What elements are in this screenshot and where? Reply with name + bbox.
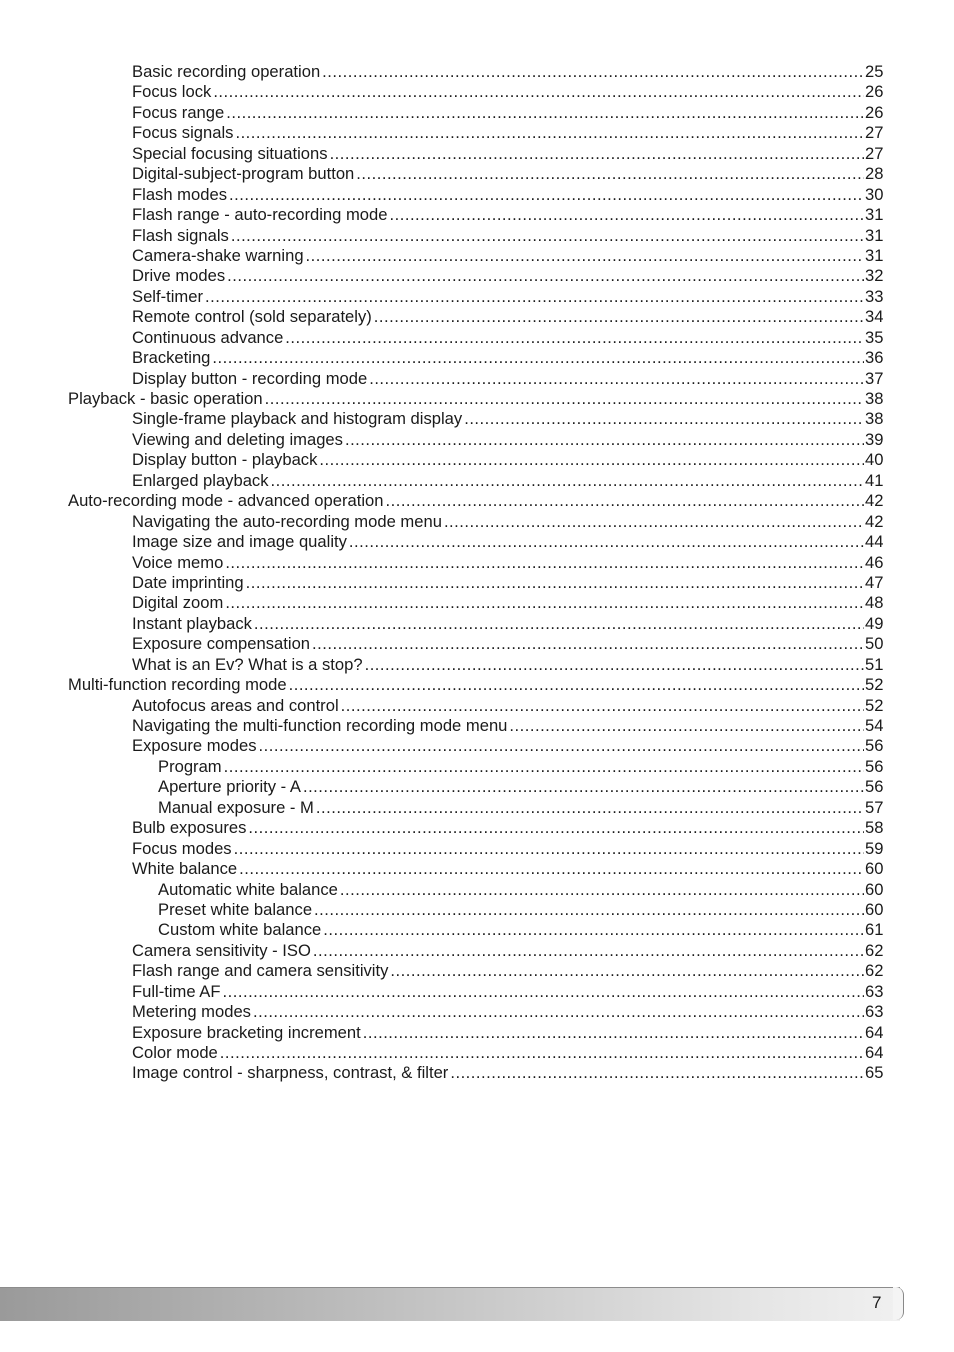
toc-subsubsection-entry[interactable]: [0, 880, 954, 900]
toc-subsection-entry[interactable]: [0, 307, 954, 327]
dot-leader: [234, 839, 864, 859]
toc-entry-title: Digital-subject-program button: [132, 164, 355, 184]
toc-entry-title: Bracketing: [132, 348, 211, 368]
toc-entry-title: Bulb exposures: [132, 818, 247, 838]
dot-leader: [235, 123, 864, 143]
table-of-contents: [0, 62, 954, 1084]
footer-bar: [0, 1287, 900, 1321]
toc-entry-page-number: 28: [865, 164, 884, 184]
toc-entry-page-number: 26: [865, 82, 884, 102]
toc-entry-title: Flash signals: [132, 225, 229, 245]
toc-subsection-entry[interactable]: [0, 1063, 954, 1083]
toc-entry-page-number: 35: [865, 327, 884, 347]
toc-entry-page-number: 37: [865, 368, 884, 388]
toc-entry-page-number: 49: [865, 613, 884, 633]
toc-entry-page-number: 25: [865, 62, 884, 81]
toc-subsection-entry[interactable]: [0, 348, 954, 368]
toc-entry-page-number: 60: [865, 859, 884, 879]
dot-leader: [225, 553, 864, 573]
toc-subsubsection-entry[interactable]: [0, 777, 954, 797]
toc-entry-page-number: 60: [865, 899, 884, 919]
toc-subsection-entry[interactable]: [0, 982, 954, 1002]
toc-subsection-entry[interactable]: [0, 696, 954, 716]
toc-subsection-entry[interactable]: [0, 818, 954, 838]
toc-subsection-entry[interactable]: [0, 103, 954, 123]
dot-leader: [205, 287, 864, 307]
toc-entry-title: Instant playback: [132, 613, 252, 633]
toc-entry-page-number: 61: [865, 920, 884, 940]
toc-entry-page-number: 59: [865, 838, 884, 858]
toc-entry-page-number: 38: [865, 389, 884, 408]
toc-section-entry[interactable]: [0, 389, 954, 409]
toc-entry-title: Camera sensitivity - ISO: [132, 940, 311, 960]
dot-leader: [220, 1043, 864, 1063]
toc-entry-page-number: 39: [865, 429, 884, 449]
toc-subsection-entry[interactable]: [0, 471, 954, 491]
toc-subsection-entry[interactable]: [0, 328, 954, 348]
toc-entry-page-number: 32: [865, 266, 884, 286]
toc-entry-page-number: 64: [865, 1043, 884, 1062]
toc-entry-page-number: 50: [865, 634, 884, 654]
toc-entry-title: Manual exposure - M: [158, 797, 314, 817]
toc-entry-page-number: 63: [865, 981, 884, 1001]
toc-subsection-entry[interactable]: [0, 961, 954, 981]
toc-subsection-entry[interactable]: [0, 941, 954, 961]
toc-subsection-entry[interactable]: [0, 62, 954, 82]
toc-entry-title: Full-time AF: [132, 981, 221, 1001]
toc-subsection-entry[interactable]: [0, 532, 954, 552]
toc-subsection-entry[interactable]: [0, 655, 954, 675]
dot-leader: [345, 430, 864, 450]
toc-entry-title: Focus lock: [132, 82, 212, 102]
toc-entry-page-number: 54: [865, 716, 884, 735]
toc-subsection-entry[interactable]: [0, 716, 954, 736]
toc-entry-page-number: 58: [865, 818, 884, 838]
toc-subsection-entry[interactable]: [0, 614, 954, 634]
dot-leader: [363, 1023, 864, 1043]
toc-entry-title: Navigating the auto-recording mode menu: [132, 511, 442, 531]
toc-entry-title: Program: [158, 756, 222, 776]
toc-entry-page-number: 26: [865, 102, 884, 122]
dot-leader: [330, 144, 864, 164]
toc-entry-page-number: 62: [865, 940, 884, 960]
toc-subsubsection-entry[interactable]: [0, 900, 954, 920]
dot-leader: [374, 307, 864, 327]
toc-entry-page-number: 52: [865, 695, 884, 715]
toc-entry-page-number: 27: [865, 123, 884, 143]
toc-entry-title: Camera-shake warning: [132, 245, 304, 265]
toc-entry-title: Voice memo: [132, 552, 224, 572]
toc-entry-title: Self-timer: [132, 286, 203, 306]
toc-subsection-entry[interactable]: [0, 1002, 954, 1022]
dot-leader: [340, 880, 864, 900]
toc-entry-page-number: 34: [865, 307, 884, 327]
toc-entry-title: Focus modes: [132, 838, 232, 858]
toc-entry-page-number: 60: [865, 879, 884, 899]
dot-leader: [229, 185, 864, 205]
dot-leader: [322, 62, 864, 82]
toc-section-entry[interactable]: [0, 491, 954, 511]
dot-leader: [239, 859, 864, 879]
dot-leader: [390, 205, 865, 225]
toc-entry-page-number: 36: [865, 348, 884, 368]
toc-subsection-entry[interactable]: [0, 164, 954, 184]
toc-entry-title: Image size and image quality: [132, 532, 347, 552]
dot-leader: [312, 634, 864, 654]
dot-leader: [303, 777, 864, 797]
dot-leader: [213, 82, 864, 102]
toc-subsection-entry[interactable]: [0, 144, 954, 164]
toc-entry-page-number: 31: [865, 245, 884, 265]
toc-subsection-entry[interactable]: [0, 266, 954, 286]
toc-entry-title: Exposure compensation: [132, 634, 311, 654]
dot-leader: [306, 246, 864, 266]
toc-entry-title: Display button - playback: [132, 450, 318, 470]
toc-entry-title: Color mode: [132, 1043, 218, 1062]
toc-entry-page-number: 42: [865, 491, 884, 511]
toc-subsection-entry[interactable]: [0, 634, 954, 654]
toc-subsection-entry[interactable]: [0, 859, 954, 879]
toc-subsection-entry[interactable]: [0, 82, 954, 102]
toc-entry-title: Metering modes: [132, 1002, 251, 1022]
toc-entry-page-number: 31: [865, 205, 884, 225]
toc-entry-title: Viewing and deleting images: [132, 429, 343, 449]
dot-leader: [226, 103, 864, 123]
dot-leader: [349, 532, 864, 552]
toc-subsection-entry[interactable]: [0, 287, 954, 307]
toc-entry-title: Display button - recording mode: [132, 368, 368, 388]
dot-leader: [212, 348, 864, 368]
toc-entry-page-number: 38: [865, 409, 884, 429]
toc-entry-page-number: 51: [865, 654, 884, 674]
toc-subsection-entry[interactable]: [0, 369, 954, 389]
dot-leader: [265, 389, 864, 409]
toc-entry-title: Flash range - auto-recording mode: [132, 205, 388, 225]
toc-entry-title: Preset white balance: [158, 899, 313, 919]
toc-entry-page-number: 41: [865, 470, 884, 490]
toc-entry-page-number: 30: [865, 184, 884, 204]
toc-section-entry[interactable]: [0, 675, 954, 695]
toc-entry-title: Exposure bracketing increment: [132, 1022, 361, 1042]
toc-entry-page-number: 44: [865, 532, 884, 552]
dot-leader: [316, 798, 864, 818]
dot-leader: [319, 450, 864, 470]
dot-leader: [259, 736, 864, 756]
dot-leader: [223, 982, 864, 1002]
dot-leader: [450, 1063, 864, 1083]
toc-subsection-entry[interactable]: [0, 205, 954, 225]
toc-subsubsection-entry[interactable]: [0, 757, 954, 777]
toc-subsection-entry[interactable]: [0, 246, 954, 266]
toc-entry-page-number: 63: [865, 1002, 884, 1022]
toc-entry-title: Playback - basic operation: [68, 389, 263, 408]
toc-subsection-entry[interactable]: [0, 553, 954, 573]
dot-leader: [254, 614, 864, 634]
toc-entry-title: Flash modes: [132, 184, 227, 204]
toc-subsection-entry[interactable]: [0, 1023, 954, 1043]
toc-entry-title: Date imprinting: [132, 572, 244, 592]
toc-entry-page-number: 52: [865, 675, 884, 695]
dot-leader: [231, 226, 864, 246]
toc-entry-page-number: 27: [865, 143, 884, 163]
toc-entry-title: Image control - sharpness, contrast, & filter: [132, 1063, 449, 1083]
toc-entry-page-number: 65: [865, 1063, 884, 1083]
toc-entry-page-number: 42: [865, 511, 884, 531]
toc-subsection-entry[interactable]: [0, 593, 954, 613]
toc-subsection-entry[interactable]: [0, 736, 954, 756]
toc-entry-title: Drive modes: [132, 266, 226, 286]
toc-entry-title: Exposure modes: [132, 736, 257, 756]
toc-entry-title: Single-frame playback and histogram display: [132, 409, 463, 429]
toc-entry-title: Aperture priority - A: [158, 777, 301, 797]
dot-leader: [509, 716, 864, 736]
toc-entry-title: Remote control (sold separately): [132, 307, 372, 327]
dot-leader: [253, 1002, 864, 1022]
toc-entry-title: Autofocus areas and control: [132, 695, 339, 715]
dot-leader: [289, 675, 864, 695]
dot-leader: [341, 696, 864, 716]
dot-leader: [390, 961, 864, 981]
toc-entry-page-number: 33: [865, 286, 884, 306]
toc-entry-page-number: 46: [865, 552, 884, 572]
dot-leader: [365, 655, 864, 675]
dot-leader: [248, 818, 864, 838]
toc-entry-title: Enlarged playback: [132, 470, 269, 490]
toc-entry-page-number: 31: [865, 225, 884, 245]
toc-entry-page-number: 40: [865, 450, 884, 470]
dot-leader: [314, 900, 864, 920]
toc-subsection-entry[interactable]: [0, 185, 954, 205]
toc-entry-title: Navigating the multi-function recording mode menu: [132, 716, 508, 735]
dot-leader: [323, 920, 864, 940]
toc-entry-title: Focus signals: [132, 123, 234, 143]
dot-leader: [246, 573, 864, 593]
toc-subsection-entry[interactable]: [0, 1043, 954, 1063]
toc-subsection-entry[interactable]: [0, 409, 954, 429]
page-number: 7: [872, 1293, 882, 1312]
toc-entry-page-number: 56: [865, 736, 884, 756]
toc-subsubsection-entry[interactable]: [0, 798, 954, 818]
toc-entry-page-number: 56: [865, 756, 884, 776]
toc-entry-page-number: 48: [865, 593, 884, 613]
dot-leader: [369, 369, 864, 389]
toc-subsection-entry[interactable]: [0, 123, 954, 143]
dot-leader: [285, 328, 864, 348]
toc-subsection-entry[interactable]: [0, 430, 954, 450]
dot-leader: [385, 491, 864, 511]
dot-leader: [271, 471, 864, 491]
toc-entry-title: What is an Ev? What is a stop?: [132, 654, 363, 674]
footer-bar-end-cap: [893, 1287, 904, 1320]
toc-entry-page-number: 56: [865, 777, 884, 797]
toc-entry-title: Auto-recording mode - advanced operation: [68, 491, 384, 511]
toc-subsection-entry[interactable]: [0, 573, 954, 593]
toc-entry-title: Flash range and camera sensitivity: [132, 961, 389, 981]
dot-leader: [227, 266, 864, 286]
toc-entry-page-number: 47: [865, 572, 884, 592]
dot-leader: [464, 409, 864, 429]
dot-leader: [224, 757, 864, 777]
toc-entry-title: Basic recording operation: [132, 62, 321, 81]
toc-subsection-entry[interactable]: [0, 226, 954, 246]
dot-leader: [444, 512, 864, 532]
toc-entry-page-number: 57: [865, 797, 884, 817]
toc-entry-page-number: 62: [865, 961, 884, 981]
toc-entry-title: White balance: [132, 859, 238, 879]
toc-entry-title: Focus range: [132, 102, 225, 122]
toc-subsection-entry[interactable]: [0, 512, 954, 532]
toc-entry-page-number: 64: [865, 1022, 884, 1042]
toc-subsection-entry[interactable]: [0, 839, 954, 859]
toc-entry-title: Digital zoom: [132, 593, 224, 613]
toc-subsection-entry[interactable]: [0, 450, 954, 470]
toc-entry-title: Continuous advance: [132, 327, 284, 347]
toc-entry-title: Custom white balance: [158, 920, 322, 940]
toc-entry-title: Automatic white balance: [158, 879, 338, 899]
dot-leader: [313, 941, 864, 961]
toc-subsubsection-entry[interactable]: [0, 920, 954, 940]
toc-entry-title: Multi-function recording mode: [68, 675, 287, 695]
dot-leader: [225, 593, 864, 613]
toc-entry-title: Special focusing situations: [132, 143, 328, 163]
dot-leader: [356, 164, 864, 184]
